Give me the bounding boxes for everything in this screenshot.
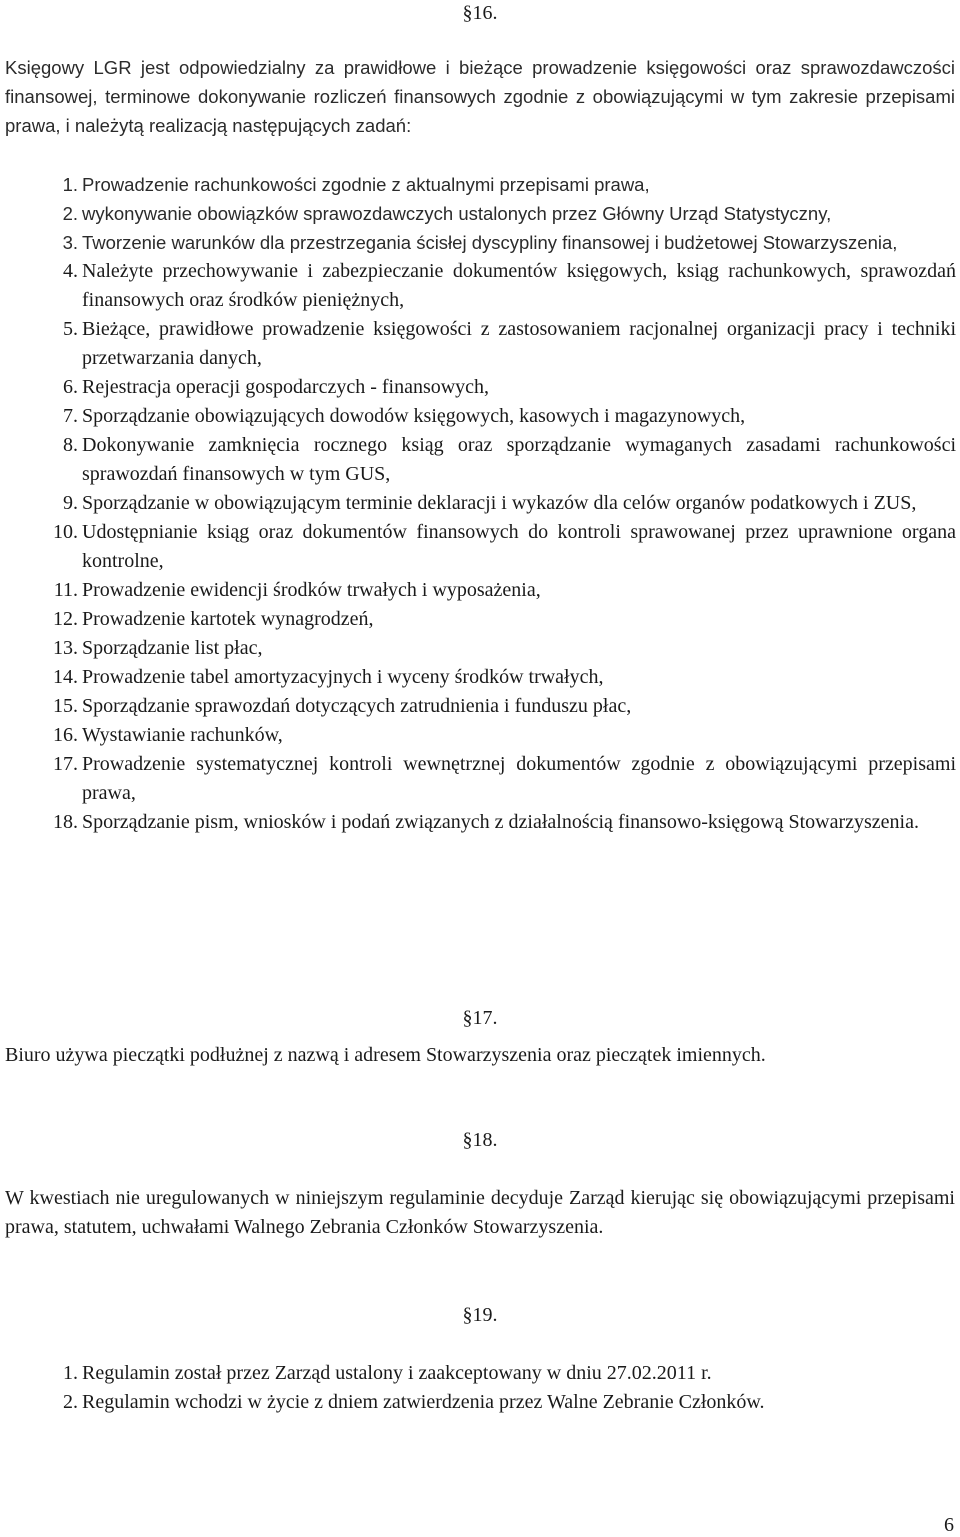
list-item	[5, 721, 956, 750]
list-item	[5, 634, 956, 663]
list-item-number: 13.	[53, 637, 78, 659]
list-item	[5, 228, 956, 257]
list-item-number: 2.	[63, 1391, 78, 1413]
list-item-number: 2.	[62, 203, 78, 224]
list-item	[5, 199, 956, 228]
list-item-number: 8.	[63, 434, 78, 456]
list-item-number: 15.	[53, 695, 78, 717]
list-item-text: Sporządzanie sprawozdań dotyczących zatrudnienia i funduszu płac,	[82, 695, 632, 717]
section-16-intro: Księgowy LGR jest odpowiedzialny za prawidłowe i bieżące prowadzenie księgowości oraz sprawozdawczości finansowej, terminowe dokonywanie rozliczeń finansowych zgodnie z obowiązującymi w tym zakresie przepisami prawa, i należytą realizacją następujących zadań:	[5, 57, 955, 136]
list-item-text: Rejestracja operacji gospodarczych - finansowych,	[82, 376, 490, 398]
list-item	[5, 402, 956, 431]
list-item-number: 16.	[53, 724, 78, 746]
list-item-number: 1.	[63, 1362, 78, 1384]
list-item	[5, 489, 956, 518]
list-item-number: 11.	[53, 579, 78, 601]
section-18-text: W kwestiach nie uregulowanych w niniejszym regulaminie decyduje Zarząd kierując się obowiązującymi przepisami prawa, statutem, uchwałami Walnego Zebrania Członków Stowarzyszenia.	[5, 1187, 955, 1238]
section-17-heading: §17.	[462, 1007, 498, 1029]
list-item-number: 18.	[53, 811, 78, 833]
list-item-number: 12.	[53, 608, 78, 630]
list-item-text: Prowadzenie ewidencji środków trwałych i wyposażenia,	[82, 579, 541, 601]
list-item-number: 3.	[62, 232, 78, 253]
list-item	[5, 257, 956, 315]
list-item-text: Prowadzenie systematycznej kontroli wewnętrznej dokumentów zgodnie z obowiązującymi przepisami prawa,	[82, 753, 956, 804]
section-19-heading: §19.	[462, 1304, 498, 1326]
section-16-list	[5, 170, 956, 837]
list-item	[5, 750, 956, 808]
list-item	[5, 576, 956, 605]
page-number: 6	[944, 1514, 954, 1536]
list-item-number: 4.	[63, 260, 78, 282]
list-item-number: 6.	[63, 376, 78, 398]
list-item-text: Regulamin został przez Zarząd ustalony i zaakceptowany w dniu 27.02.2011 r.	[82, 1362, 712, 1384]
list-item-number: 5.	[63, 318, 78, 340]
list-item-text: Tworzenie warunków dla przestrzegania ścisłej dyscypliny finansowej i budżetowej Stowarzyszenia,	[82, 232, 898, 253]
section-16-heading: §16.	[462, 2, 498, 24]
list-item-number: 1.	[62, 174, 78, 195]
list-item-text: Bieżące, prawidłowe prowadzenie księgowości z zastosowaniem racjonalnej organizacji pracy i techniki przetwarzania danych,	[82, 318, 956, 369]
section-17-text: Biuro używa pieczątki podłużnej z nazwą i adresem Stowarzyszenia oraz pieczątek imiennych.	[5, 1044, 766, 1066]
list-item	[5, 1388, 956, 1417]
list-item-text: Prowadzenie rachunkowości zgodnie z aktualnymi przepisami prawa,	[82, 174, 650, 195]
list-item-text: Sporządzanie list płac,	[82, 637, 263, 659]
list-item-number: 14.	[53, 666, 78, 688]
list-item-text: Prowadzenie kartotek wynagrodzeń,	[82, 608, 374, 630]
list-item-text: Regulamin wchodzi w życie z dniem zatwierdzenia przez Walne Zebranie Członków.	[82, 1391, 765, 1413]
list-item	[5, 663, 956, 692]
section-18-heading: §18.	[462, 1129, 498, 1151]
list-item-text: Sporządzanie pism, wniosków i podań związanych z działalnością finansowo-księgową Stowarzyszenia.	[82, 811, 919, 833]
list-item	[5, 373, 956, 402]
list-item-text: Dokonywanie zamknięcia rocznego ksiąg oraz sporządzanie wymaganych zasadami rachunkowości sprawozdań finansowych w tym GUS,	[82, 434, 956, 485]
list-item-text: Sporządzanie w obowiązującym terminie deklaracji i wykazów dla celów organów podatkowych i ZUS,	[82, 492, 917, 514]
list-item-text: Należyte przechowywanie i zabezpieczanie dokumentów księgowych, ksiąg rachunkowych, sprawozdań finansowych oraz środków pieniężnych,	[82, 260, 956, 311]
list-item-text: Sporządzanie obowiązujących dowodów księgowych, kasowych i magazynowych,	[82, 405, 746, 427]
list-item-number: 17.	[53, 753, 78, 775]
list-item	[5, 692, 956, 721]
list-item	[5, 518, 956, 576]
list-item	[5, 808, 956, 837]
list-item-number: 10.	[53, 521, 78, 543]
list-item-number: 7.	[63, 405, 78, 427]
list-item-text: Udostępnianie ksiąg oraz dokumentów finansowych do kontroli sprawowanej przez uprawnione organa kontrolne,	[82, 521, 956, 572]
list-item-text: wykonywanie obowiązków sprawozdawczych ustalonych przez Główny Urząd Statystyczny,	[82, 203, 832, 224]
section-19-list	[5, 1359, 956, 1417]
list-item	[5, 1359, 956, 1388]
list-item-text: Wystawianie rachunków,	[82, 724, 283, 746]
list-item-number: 9.	[63, 492, 78, 514]
list-item	[5, 605, 956, 634]
list-item-text: Prowadzenie tabel amortyzacyjnych i wyceny środków trwałych,	[82, 666, 604, 688]
list-item	[5, 431, 956, 489]
list-item	[5, 315, 956, 373]
list-item	[5, 170, 956, 199]
